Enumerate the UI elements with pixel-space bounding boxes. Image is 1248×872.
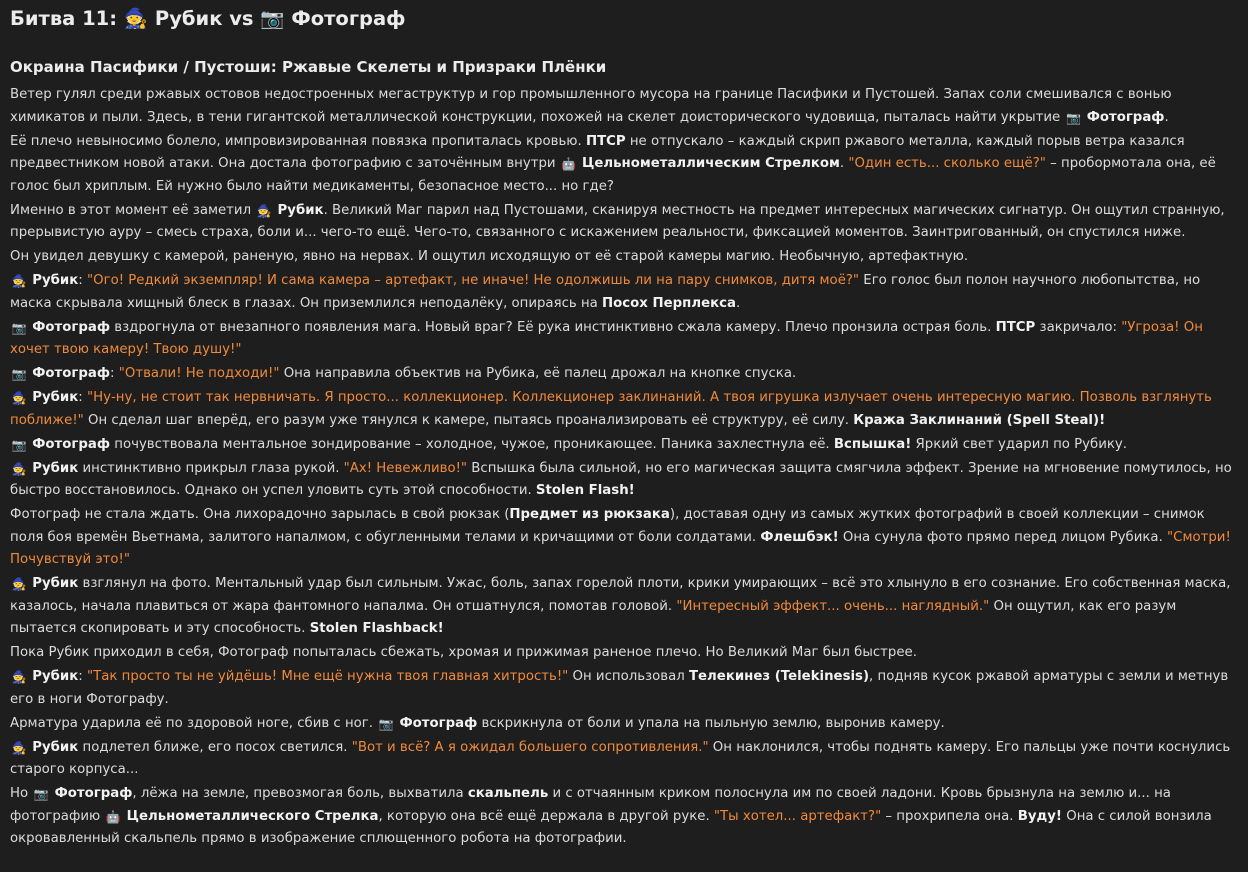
- quote-text: "Ах! Невежливо!": [343, 460, 468, 476]
- bold-term: Флешбэк!: [760, 529, 839, 545]
- story-paragraph: [10, 434, 1236, 457]
- paragraph-text: Его голос был полон научного любопытства, но маска скрывала хищный блеск в глазах. Он приземлился неподалёку, опираясь на: [10, 273, 1201, 311]
- paragraph-text: вскрикнула от боли и упала на пыльную землю, выронив камеру.: [477, 715, 945, 731]
- bold-term: ПТСР: [585, 133, 626, 149]
- camera-icon: 📷: [33, 787, 49, 801]
- paragraph-text: закричало:: [1035, 319, 1122, 335]
- camera-icon: 📷: [11, 320, 27, 335]
- page-title: Битва 11: 🧙 Рубик vs 📷 Фотограф: [10, 7, 406, 30]
- paragraph-text: почувствовала ментальное зондирование – холодное, чужое, проникающее. Паника захлестнула её.: [110, 436, 834, 452]
- paragraph-text: – прохрипела она.: [881, 808, 1018, 824]
- paragraph-text: .: [1164, 109, 1169, 125]
- paragraph-text: Именно в этот момент её заметил: [10, 202, 256, 218]
- robot-icon: 🤖: [561, 157, 577, 171]
- bold-term: Stolen Flashback!: [309, 621, 444, 636]
- mage-icon: 🧙: [11, 670, 27, 684]
- bold-term: скальпель: [467, 786, 549, 801]
- paragraph-text: Ветер гулял среди ржавых остовов недостроенных мегаструктур и гор промышленного мусора на границе Пасифики и Пустошей. Запах соли смешивался с вонью химикатов и пыли. Здесь, в тени гигантской металлической конструкции, похожей на скелет доисторического чудовища, пыталась найти укрытие: [10, 87, 1172, 125]
- story-paragraph: [10, 458, 1236, 503]
- story-paragraph: [10, 317, 1236, 362]
- paragraph-text: Он ощутил, как его разум пытается скопировать и эту способность.: [10, 598, 1177, 636]
- quote-text: "Один есть... сколько ещё?": [848, 156, 1046, 171]
- bold-term: Stolen Flash!: [535, 483, 635, 498]
- quote-text: "Угроза! Он хочет твою камеру! Твою душу!": [10, 319, 1203, 357]
- paragraph-text: и с отчаянным криком полоснула им по своей ладони. Кровь брызнула на землю и... на фотографию: [10, 786, 1171, 824]
- bold-term: Кража Заклинаний (Spell Steal)!: [853, 412, 1106, 428]
- paragraph-text: взглянул на фото. Ментальный удар был сильным. Ужас, боль, запах горелой плоти, крики умирающих – всё это хлынуло в его сознание. Его собственная маска, казалось, начала плавиться от жара фантомного напалма. Он отшатнулся, помотав головой.: [10, 576, 1231, 614]
- quote-text: "Вот и всё? А я ожидал большего сопротивления.": [351, 739, 709, 755]
- paragraph-text: Он наклонился, чтобы поднять камеру. Его пальцы уже почти коснулись старого корпуса...: [10, 739, 1231, 777]
- bold-term: ПТСР: [995, 319, 1036, 335]
- mage-icon: 🧙: [11, 391, 27, 405]
- camera-icon: 📷: [1065, 110, 1081, 125]
- paragraph-text: Он увидел девушку с камерой, раненую, явно на нервах. И ощутил исходящую от её старой камеры магию. Необычную, артефактную.: [10, 249, 969, 264]
- bold-term: Телекинез (Telekinesis): [688, 669, 870, 684]
- story-paragraph: [10, 363, 1236, 386]
- paragraph-text: , которую она всё ещё держала в другой руке.: [378, 808, 714, 824]
- story-paragraph: [10, 270, 1236, 315]
- bold-term: Фотограф: [1086, 109, 1165, 125]
- mage-icon: 🧙: [11, 577, 27, 591]
- paragraph-text: инстинктивно прикрыл глаза рукой.: [78, 460, 344, 476]
- paragraph-text: не отпускало – каждый скрип ржавого металла, каждый порыв ветра казался предвестником новой атаки. Она достала фотографию с заточённым внутри: [10, 133, 1185, 171]
- quote-text: "Ого! Редкий экземпляр! И сама камера – артефакт, не иначе! Не одолжишь ли на пару снимков, дитя моё?": [87, 273, 860, 288]
- quote-text: "Ну-ну, не стоит так нервничать. Я просто... коллекционер. Коллекционер заклинаний. А твоя игрушка излучает очень интересную магию. Позволь взглянуть поближе!": [10, 390, 1212, 428]
- mage-icon: 🧙: [11, 740, 27, 755]
- story-paragraph: [10, 666, 1236, 711]
- story-paragraph: [10, 783, 1236, 851]
- paragraph-text: :: [78, 669, 87, 684]
- story-body: [10, 84, 1236, 851]
- mage-icon: 🧙: [11, 461, 27, 476]
- bold-term: Предмет из рюкзака: [509, 507, 670, 522]
- bold-term: Фотограф: [32, 436, 111, 452]
- paragraph-text: .: [736, 295, 741, 311]
- paragraph-text: Яркий свет ударил по Рубику.: [911, 436, 1127, 452]
- bold-term: Рубик: [277, 202, 324, 218]
- bold-term: Фотограф: [32, 366, 111, 381]
- paragraph-text: Она сунула фото прямо перед лицом Рубика.: [838, 529, 1168, 545]
- paragraph-text: подлетел ближе, его посох светился.: [78, 739, 352, 755]
- paragraph-text: – пробормотала она, её голос был хриплым. Ей нужно было найти медикаменты, безопасное место... но где?: [10, 156, 1216, 194]
- robot-icon: 🤖: [105, 809, 121, 824]
- bold-term: Рубик: [32, 576, 79, 591]
- section-title: Окраина Пасифики / Пустоши: Ржавые Скелеты и Призраки Плёнки: [10, 58, 607, 76]
- mage-icon: 🧙: [11, 274, 27, 288]
- paragraph-text: Она направила объектив на Рубика, её палец дрожал на кнопке спуска.: [279, 366, 797, 381]
- bold-term: Фотограф: [399, 715, 478, 731]
- story-paragraph: [10, 246, 1236, 269]
- paragraph-text: :: [78, 390, 87, 405]
- paragraph-text: Вспышка была сильной, но его магическая защита смягчила эффект. Зрение на мгновение помутилось, но быстро восстановилось. Однако он успел уловить суть этой способности.: [10, 460, 1232, 498]
- paragraph-text: вздрогнула от внезапного появления мага. Новый враг? Её рука инстинктивно сжала камеру. Плечо пронзила острая боль.: [110, 319, 996, 335]
- bold-term: Цельнометаллического Стрелка: [126, 808, 379, 824]
- story-paragraph: [10, 504, 1236, 572]
- bold-term: Вспышка!: [833, 436, 912, 452]
- story-paragraph: [10, 387, 1236, 432]
- paragraph-text: .: [839, 156, 849, 171]
- story-paragraph: [10, 713, 1236, 736]
- paragraph-text: :: [110, 366, 119, 381]
- quote-text: "Отвали! Не подходи!": [118, 366, 280, 381]
- bold-term: Фотограф: [32, 319, 111, 335]
- paragraph-text: , лёжа на земле, превозмогая боль, выхватила: [132, 786, 468, 801]
- bold-term: Посох Перплекса: [602, 295, 737, 311]
- paragraph-text: ), доставая одну из самых жутких фотографий в своей коллекции – снимок поля боя времён Вьетнама, залитого напалмом, с обугленными телами и кричащими от боли солдатами.: [10, 507, 1205, 545]
- story-paragraph: [10, 642, 1236, 665]
- camera-icon: 📷: [11, 437, 27, 452]
- quote-text: "Так просто ты не уйдёшь! Мне ещё нужна твоя главная хитрость!": [87, 669, 569, 684]
- quote-text: "Ты хотел... артефакт?": [713, 808, 882, 824]
- quote-text: "Смотри! Почувствуй это!": [10, 529, 1231, 567]
- paragraph-text: , подняв кусок ржавой арматуры с земли и метнув его в ноги Фотографу.: [10, 669, 1229, 707]
- bold-term: Цельнометаллическим Стрелком: [582, 156, 840, 171]
- paragraph-text: Пока Рубик приходил в себя, Фотограф попыталась сбежать, хромая и прижимая раненое плечо. Но Великий Маг был быстрее.: [10, 645, 917, 660]
- paragraph-text: Фотограф не стала ждать. Она лихорадочно зарылась в свой рюкзак (: [10, 507, 510, 522]
- paragraph-text: Арматура ударила её по здоровой ноге, сбив с ног.: [10, 715, 378, 731]
- quote-text: "Интересный эффект... очень... наглядный.": [676, 598, 990, 614]
- bold-term: Рубик: [32, 460, 79, 476]
- camera-icon: 📷: [378, 716, 394, 731]
- bold-term: Вуду!: [1017, 808, 1062, 824]
- paragraph-text: Она с силой вонзила окровавленный скальпель прямо в изображение сплющенного робота на фотографии.: [10, 808, 1212, 846]
- paragraph-text: Её плечо невыносимо болело, импровизированная повязка пропиталась кровью.: [10, 133, 586, 149]
- story-paragraph: [10, 131, 1236, 199]
- mage-icon: 🧙: [256, 203, 272, 218]
- camera-icon: 📷: [11, 367, 27, 381]
- story-paragraph: [10, 84, 1236, 129]
- paragraph-text: . Великий Маг парил над Пустошами, сканируя местность на предмет интересных магических сигнатур. Он ощутил странную, прерывистую ауру – смесь страха, боли и... чего-то ещё. Чего-то, связанного с искажением реальности, фиксацией моментов. Заинтригованный, он спустился ниже.: [10, 202, 1225, 240]
- paragraph-text: Он использовал: [568, 669, 689, 684]
- bold-term: Фотограф: [54, 786, 133, 801]
- story-paragraph: [10, 737, 1236, 782]
- paragraph-text: :: [78, 273, 87, 288]
- paragraph-text: Но: [10, 786, 33, 801]
- story-paragraph: [10, 573, 1236, 641]
- bold-term: Рубик: [32, 739, 79, 755]
- bold-term: Рубик: [32, 273, 79, 288]
- paragraph-text: Он сделал шаг вперёд, его разум уже тянулся к камере, пытаясь проанализировать её структуру, её силу.: [83, 412, 854, 428]
- bold-term: Рубик: [32, 669, 79, 684]
- story-paragraph: [10, 200, 1236, 245]
- bold-term: Рубик: [32, 390, 79, 405]
